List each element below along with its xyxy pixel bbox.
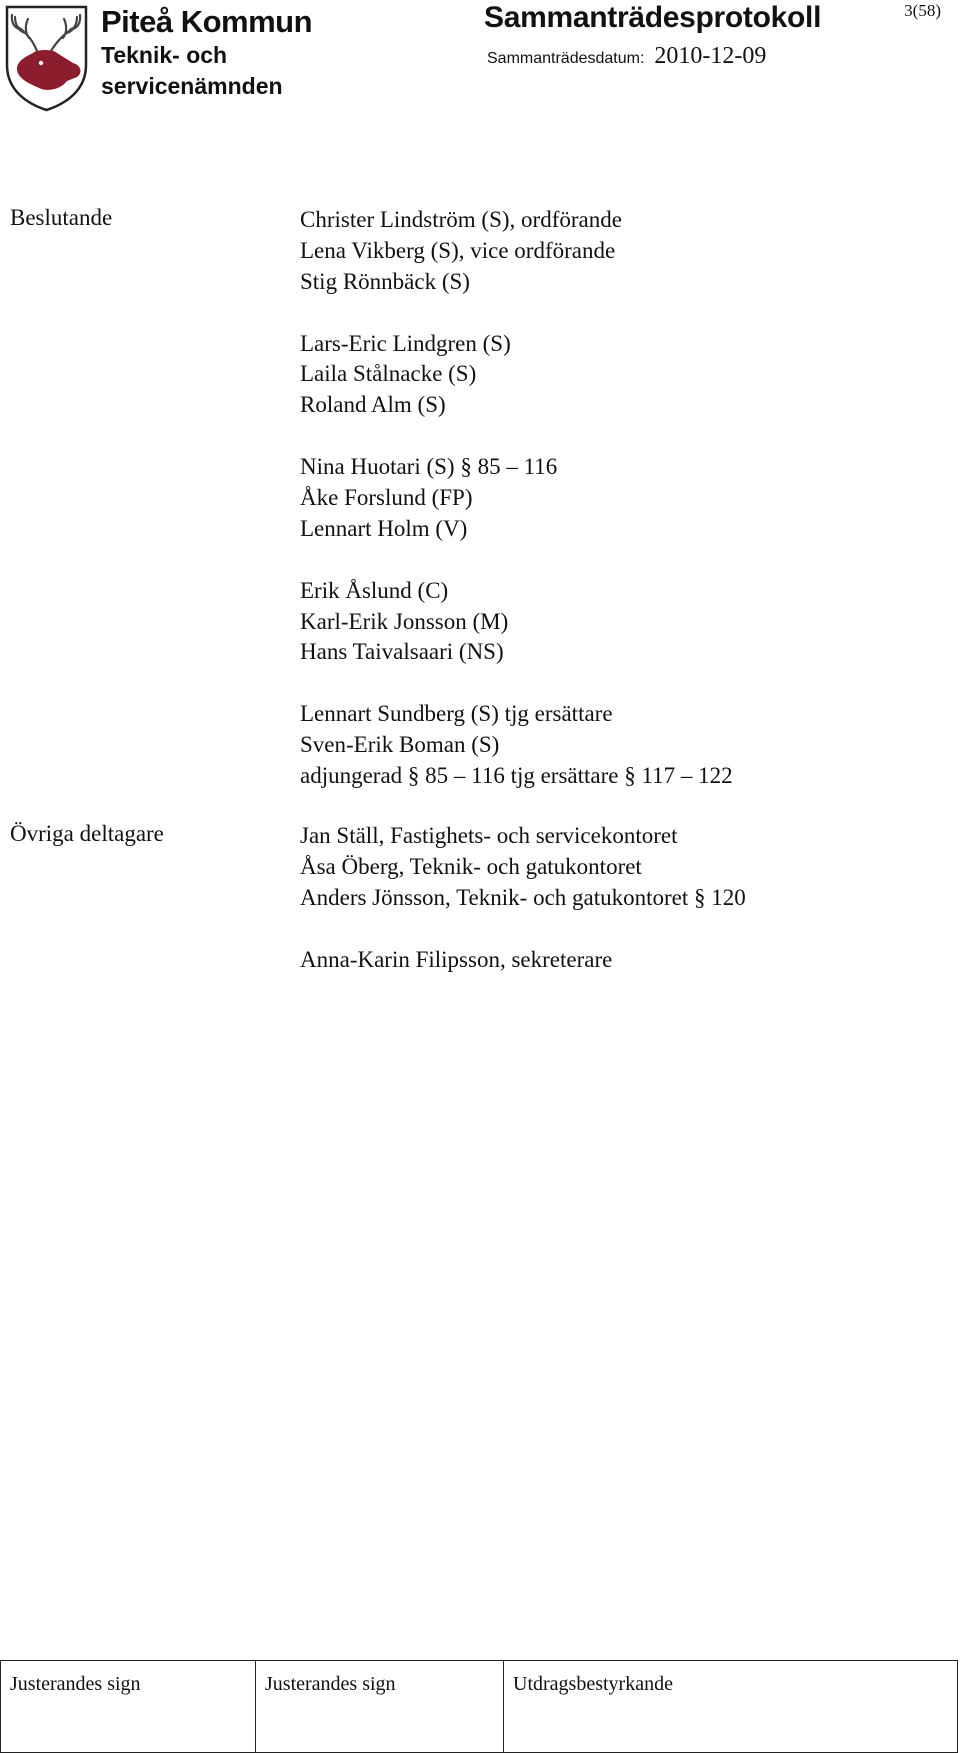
list-item: Lena Vikberg (S), vice ordförande: [300, 237, 616, 263]
list-item: [300, 298, 733, 329]
list-item: Anders Jönsson, Teknik- och gatukontoret § 120: [300, 884, 746, 910]
organization-block: [101, 4, 312, 102]
list-item: Nina Huotari (S) § 85 – 116: [300, 454, 558, 480]
list-item: Åke Forslund (FP): [300, 485, 473, 511]
list-item: Erik Åslund (C): [300, 577, 449, 603]
list-item: [300, 914, 746, 945]
meeting-date-label: Sammanträdesdatum:: [487, 50, 645, 67]
signature-cell-justerande-2: Justerandes sign: [256, 1661, 504, 1752]
list-item: adjungerad § 85 – 116 tjg ersättare § 117 – 122: [300, 763, 733, 789]
list-item: [300, 668, 733, 699]
list-item: Lennart Sundberg (S) tjg ersättare: [300, 701, 613, 727]
list-item: Lars-Eric Lindgren (S): [300, 330, 511, 356]
signature-cell-justerande-1: Justerandes sign: [1, 1661, 256, 1752]
list-item: Sven-Erik Boman (S): [300, 732, 500, 758]
organization-name: Piteå Kommun: [101, 4, 313, 39]
list-item: [300, 421, 733, 452]
page-number: 3(58): [904, 1, 941, 20]
signature-table: [0, 1660, 958, 1753]
meeting-date: [487, 43, 766, 70]
list-item: [300, 545, 733, 576]
meeting-date-value: 2010-12-09: [654, 43, 767, 69]
beslutande-list: [300, 205, 733, 792]
list-item: Roland Alm (S): [300, 392, 446, 418]
municipal-crest-logo: [3, 3, 90, 113]
department-name-line1: Teknik- och: [101, 42, 228, 68]
list-item: Anna-Karin Filipsson, sekreterare: [300, 946, 613, 972]
list-item: Åsa Öberg, Teknik- och gatukontoret: [300, 853, 642, 879]
document-title: Sammanträdesprotokoll: [484, 1, 822, 34]
list-item: Hans Taivalsaari (NS): [300, 639, 504, 665]
signature-cell-utdragsbestyrkande: Utdragsbestyrkande: [513, 1673, 673, 1695]
ovriga-deltagare-label: Övriga deltagare: [10, 821, 164, 846]
list-item: Laila Stålnacke (S): [300, 361, 477, 387]
list-item: Christer Lindström (S), ordförande: [300, 207, 622, 232]
list-item: Lennart Holm (V): [300, 515, 468, 541]
list-item: Karl-Erik Jonsson (M): [300, 608, 509, 634]
ovriga-deltagare-list: [300, 821, 746, 975]
beslutande-label: Beslutande: [10, 205, 113, 230]
department-name-line2: servicenämnden: [101, 73, 283, 99]
list-item: Jan Ställ, Fastighets- och servicekontoret: [300, 823, 678, 848]
list-item: Stig Rönnbäck (S): [300, 268, 470, 294]
